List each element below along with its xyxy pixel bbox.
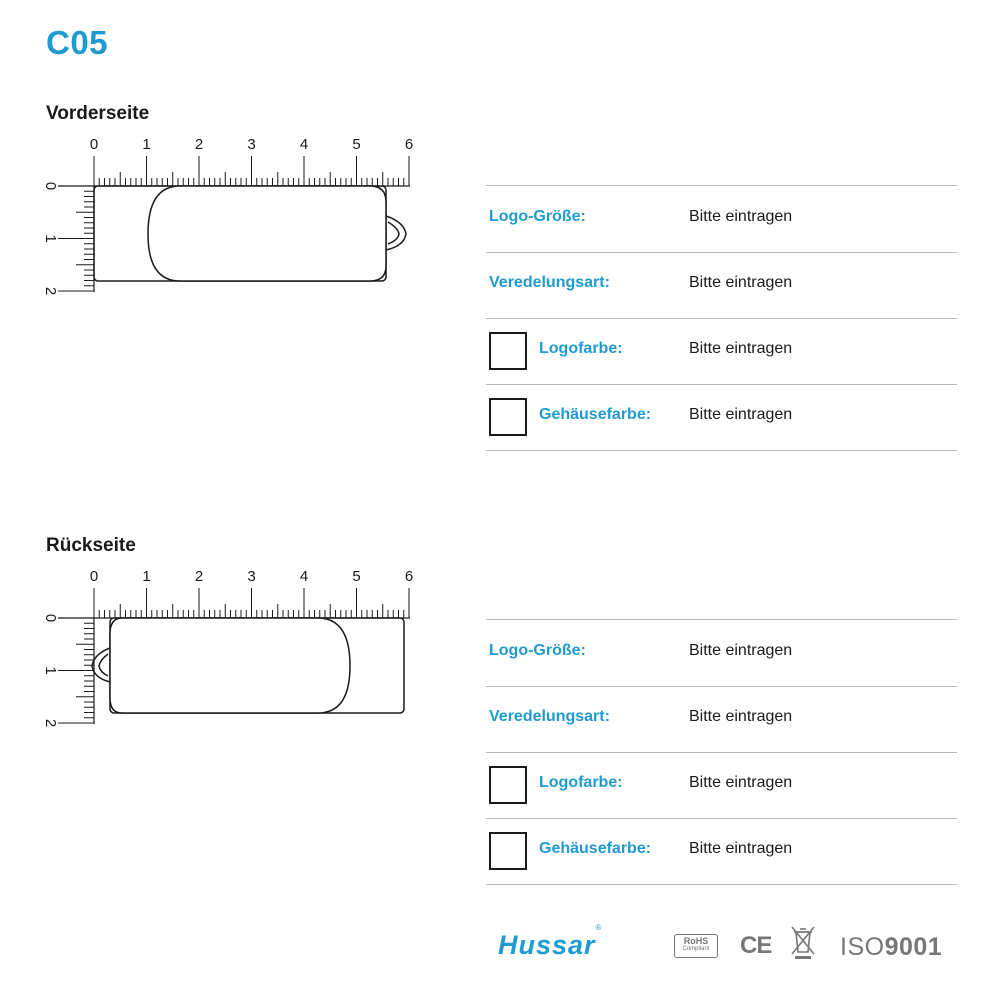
product-code: C05 (46, 24, 109, 61)
front-row-case-color (486, 384, 957, 451)
ruler-x-label: 5 (352, 568, 361, 585)
form-label: Logofarbe: (539, 774, 623, 791)
back-row-logo-size (486, 619, 957, 687)
form-label: Logofarbe: (539, 340, 623, 357)
form-label: Gehäusefarbe: (539, 406, 652, 423)
iso-9001-mark: ISO9001 (840, 933, 943, 961)
ruler-x-label: 1 (142, 136, 151, 153)
form-value[interactable]: Bitte eintragen (689, 340, 793, 357)
form-label: Gehäusefarbe: (539, 840, 652, 857)
case-color-swatch[interactable] (489, 832, 527, 870)
ruler-y-label: 2 (42, 286, 60, 296)
front-row-logo-color (486, 318, 957, 385)
form-label: Veredelungsart: (489, 274, 610, 291)
ruler-x-label: 4 (299, 568, 309, 585)
form-value[interactable]: Bitte eintragen (689, 774, 793, 791)
ruler-x-label: 2 (194, 136, 204, 153)
ruler-x-label: 2 (194, 568, 204, 585)
form-value[interactable]: Bitte eintragen (689, 642, 793, 659)
form-label: Logo-Größe: (489, 642, 586, 659)
ruler-x-label: 1 (142, 568, 151, 585)
logo-color-swatch[interactable] (489, 766, 527, 804)
form-value[interactable]: Bitte eintragen (689, 208, 793, 225)
ruler-x-label: 4 (299, 136, 309, 153)
ruler-y-label: 0 (42, 613, 60, 623)
ruler-x-label: 3 (247, 568, 256, 585)
back-row-finishing (486, 686, 957, 753)
rohs-compliant-badge: RoHS Compliant (674, 934, 718, 958)
ruler-x-label: 0 (89, 568, 99, 585)
ruler-y-label: 1 (42, 666, 60, 675)
ce-mark: CE (740, 932, 772, 959)
ruler-x-label: 0 (89, 136, 99, 153)
front-ruler-y (42, 182, 94, 295)
weee-bin-icon (790, 924, 816, 960)
ruler-y-label: 2 (42, 718, 60, 728)
front-usb-outline (94, 186, 406, 281)
front-ruler-x (58, 136, 413, 186)
section-title-front: Vorderseite (46, 103, 150, 124)
form-value[interactable]: Bitte eintragen (689, 406, 793, 423)
form-value[interactable]: Bitte eintragen (689, 274, 793, 291)
back-drawing (40, 562, 420, 732)
back-row-case-color (486, 818, 957, 885)
footer-certifications (498, 924, 948, 970)
front-drawing (40, 130, 420, 300)
hussar-logo: Hussar® (498, 923, 603, 960)
form-value[interactable]: Bitte eintragen (689, 708, 793, 725)
back-ruler-x (58, 568, 413, 618)
back-usb-drawing (40, 562, 420, 732)
section-title-back: Rückseite (46, 535, 136, 556)
ruler-y-label: 1 (42, 234, 60, 243)
ruler-x-label: 3 (247, 136, 256, 153)
ruler-x-label: 6 (404, 136, 414, 153)
form-label: Veredelungsart: (489, 708, 610, 725)
ruler-y-label: 0 (42, 181, 60, 191)
front-usb-drawing (40, 130, 420, 300)
form-value[interactable]: Bitte eintragen (689, 840, 793, 857)
ruler-x-label: 6 (404, 568, 414, 585)
case-color-swatch[interactable] (489, 398, 527, 436)
back-usb-outline (92, 618, 404, 713)
back-row-logo-color (486, 752, 957, 819)
logo-color-swatch[interactable] (489, 332, 527, 370)
form-label: Logo-Größe: (489, 208, 586, 225)
front-row-logo-size (486, 185, 957, 253)
front-row-finishing (486, 252, 957, 319)
ruler-x-label: 5 (352, 136, 361, 153)
back-ruler-y (42, 614, 94, 727)
